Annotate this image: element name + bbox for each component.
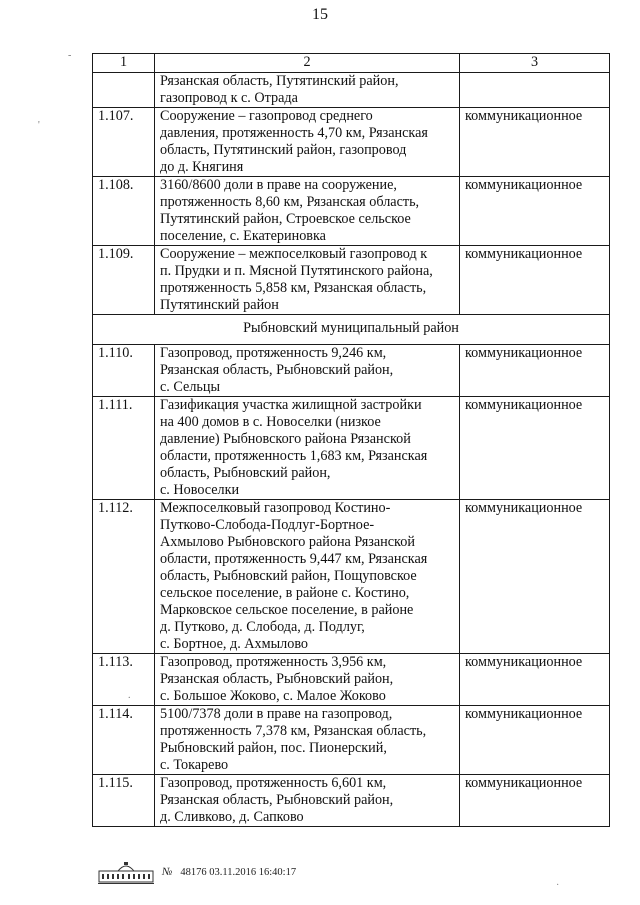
description-line: Путково-Слобода-Подлуг-Бортное- — [160, 517, 375, 533]
description-line: д. Сливково, д. Сапково — [160, 809, 304, 825]
item-description — [155, 706, 460, 775]
description-line: давления, протяженность 4,70 км, Рязанская — [160, 125, 428, 141]
page-number: 15 — [312, 6, 328, 23]
section-title: Рыбновский муниципальный район — [93, 315, 610, 345]
description-line: области, протяженность 9,447 км, Рязанская — [160, 551, 428, 567]
description-line: Рыбновский район, пос. Пионерский, — [160, 740, 387, 756]
description-line: Марковское сельское поселение, в районе — [160, 602, 414, 618]
item-description — [155, 108, 460, 177]
scan-dot: . — [128, 690, 131, 701]
footer-stamp — [98, 858, 296, 886]
scan-dot: · — [556, 880, 560, 891]
item-type: коммуникационное — [460, 177, 610, 246]
description-line: Газопровод, протяженность 6,601 км, — [160, 775, 387, 791]
item-description — [155, 177, 460, 246]
item-type — [460, 73, 610, 108]
table-body — [93, 73, 610, 827]
column-header: 3 — [460, 54, 610, 73]
item-number: 1.108. — [93, 177, 155, 246]
description-line: с. Токарево — [160, 757, 229, 773]
item-description — [155, 345, 460, 397]
table-row — [93, 397, 610, 500]
item-type: коммуникационное — [460, 345, 610, 397]
number-sign: № — [162, 866, 173, 878]
section-row — [93, 315, 610, 345]
description-line: газопровод к с. Отрада — [160, 90, 298, 106]
description-line: Рязанская область, Путятинский район, — [160, 73, 399, 89]
description-line: область, Рыбновский район, — [160, 465, 331, 481]
table-row — [93, 177, 610, 246]
description-line: Сооружение – межпоселковый газопровод к — [160, 246, 428, 262]
item-type: коммуникационное — [460, 775, 610, 827]
description-line: Сооружение – газопровод среднего — [160, 108, 373, 124]
item-description — [155, 246, 460, 315]
table-row — [93, 73, 610, 108]
description-line: с. Новоселки — [160, 482, 240, 498]
item-type: коммуникационное — [460, 108, 610, 177]
item-description — [155, 397, 460, 500]
scan-dot: ' — [38, 120, 40, 131]
item-description — [155, 500, 460, 654]
item-number: 1.107. — [93, 108, 155, 177]
item-description — [155, 775, 460, 827]
table-row — [93, 654, 610, 706]
description-line: с. Большое Жоково, с. Малое Жоково — [160, 688, 386, 704]
building-logo-icon — [98, 859, 154, 885]
description-line: области, протяженность 1,683 км, Рязанская — [160, 448, 428, 464]
description-line: Межпоселковый газопровод Костино- — [160, 500, 391, 516]
description-line: Рязанская область, Рыбновский район, — [160, 792, 394, 808]
description-line: 3160/8600 доли в праве на сооружение, — [160, 177, 397, 193]
description-line: Путятинский район — [160, 297, 279, 313]
item-number: 1.110. — [93, 345, 155, 397]
description-line: Рязанская область, Рыбновский район, — [160, 362, 394, 378]
description-line: Ахмылово Рыбновского района Рязанской — [160, 534, 415, 550]
description-line: давление) Рыбновского района Рязанской — [160, 431, 411, 447]
description-line: Путятинский район, Строевское сельское — [160, 211, 411, 227]
description-line: Рязанская область, Рыбновский район, — [160, 671, 394, 687]
table-row — [93, 500, 610, 654]
description-line: протяженность 7,378 км, Рязанская область, — [160, 723, 427, 739]
description-line: с. Сельцы — [160, 379, 220, 395]
item-number: 1.112. — [93, 500, 155, 654]
description-line: протяженность 8,60 км, Рязанская область, — [160, 194, 420, 210]
description-line: до д. Княгиня — [160, 159, 244, 175]
description-line: поселение, с. Екатериновка — [160, 228, 326, 244]
description-line: п. Прудки и п. Мясной Путятинского района, — [160, 263, 433, 279]
item-number: 1.111. — [93, 397, 155, 500]
table-row — [93, 345, 610, 397]
item-type: коммуникационное — [460, 706, 610, 775]
description-line: протяженность 5,858 км, Рязанская область, — [160, 280, 427, 296]
description-line: Газификация участка жилищной застройки — [160, 397, 422, 413]
item-description — [155, 73, 460, 108]
document-stamp-info: 48176 03.11.2016 16:40:17 — [180, 866, 297, 878]
item-type: коммуникационное — [460, 500, 610, 654]
table-row — [93, 775, 610, 827]
description-line: с. Бортное, д. Ахмылово — [160, 636, 309, 652]
description-line: сельское поселение, в районе с. Костино, — [160, 585, 410, 601]
table-row — [93, 108, 610, 177]
item-type: коммуникационное — [460, 246, 610, 315]
description-line: область, Путятинский район, газопровод — [160, 142, 407, 158]
item-type: коммуникационное — [460, 654, 610, 706]
item-number: 1.114. — [93, 706, 155, 775]
column-header: 1 — [93, 54, 155, 73]
item-type: коммуникационное — [460, 397, 610, 500]
description-line: Газопровод, протяженность 9,246 км, — [160, 345, 387, 361]
table-row — [93, 246, 610, 315]
register-table — [92, 53, 610, 827]
scan-dot: - — [68, 50, 72, 61]
item-description — [155, 654, 460, 706]
item-number: 1.109. — [93, 246, 155, 315]
description-line: на 400 домов в с. Новоселки (низкое — [160, 414, 381, 430]
column-header: 2 — [155, 54, 460, 73]
description-line: 5100/7378 доли в праве на газопровод, — [160, 706, 393, 722]
description-line: Газопровод, протяженность 3,956 км, — [160, 654, 387, 670]
description-line: д. Путково, д. Слобода, д. Подлуг, — [160, 619, 365, 635]
table-header-row — [93, 54, 610, 73]
table-row — [93, 706, 610, 775]
description-line: область, Рыбновский район, Пощуповское — [160, 568, 417, 584]
item-number — [93, 73, 155, 108]
item-number: 1.113. — [93, 654, 155, 706]
item-number: 1.115. — [93, 775, 155, 827]
